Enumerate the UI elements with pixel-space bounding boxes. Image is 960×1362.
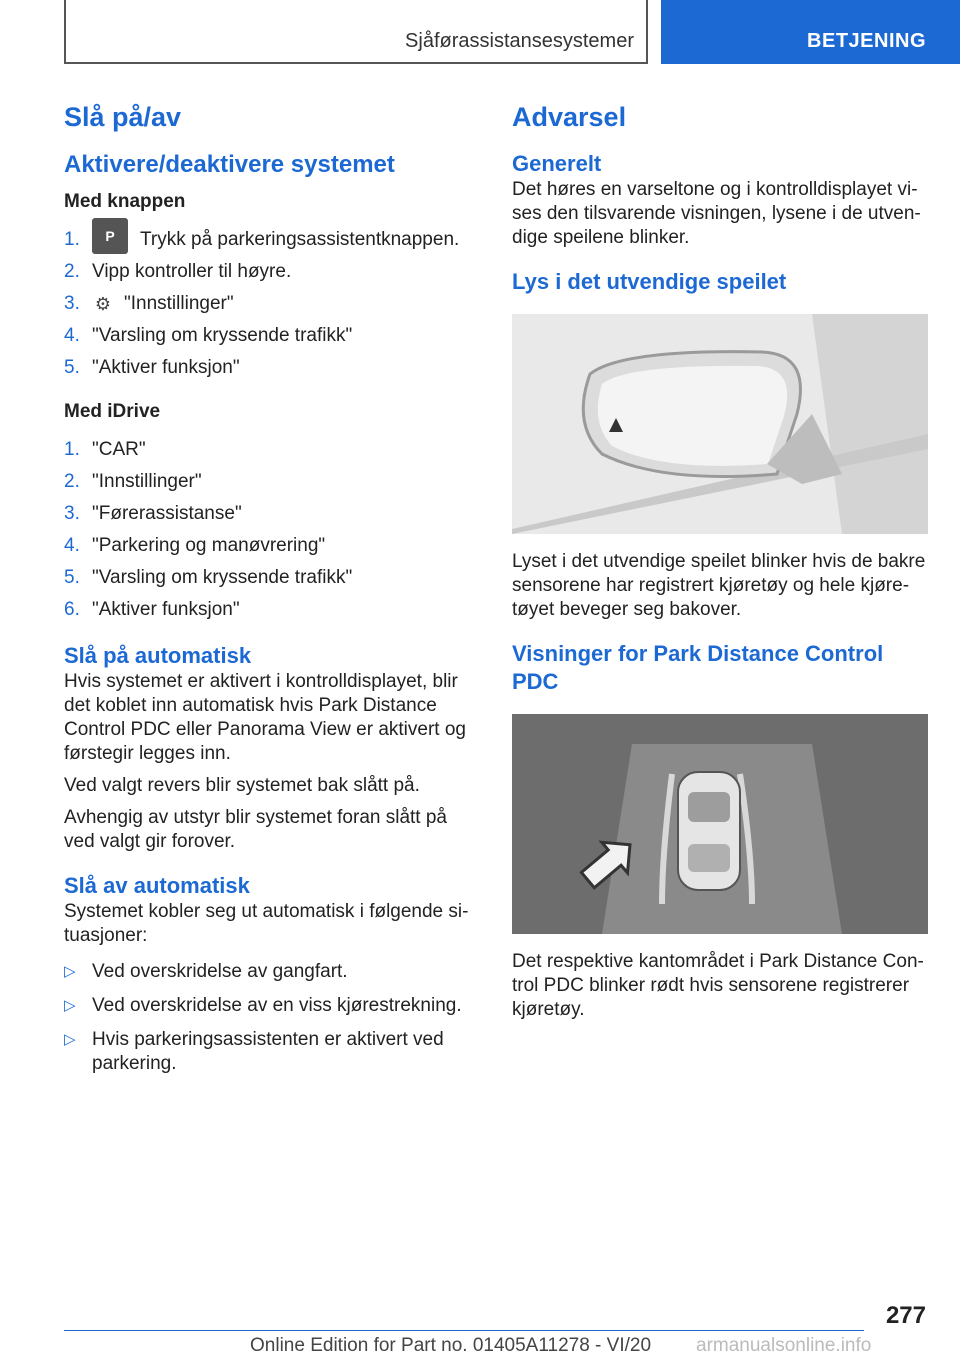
step-number: 1. [64,229,80,250]
list-item [64,530,480,562]
mirror-caption: Lyset i det utvendige speilet blinker hvis de bakre sensorene har registrert kjøretøy og hele kjøre-tøyet beveger seg bakover. [512,551,926,620]
heading-mirror-light: Lys i det utvendige speilet [512,269,787,294]
triangle-bullet-icon: ▷ [64,1031,76,1048]
side-mirror-illustration [512,314,928,534]
step-number: 4. [64,535,80,556]
heading-pdc-views: Visninger for Park Distance Control PDC [512,641,884,694]
list-item [64,256,480,288]
list-item [64,320,480,352]
list-item [64,466,480,498]
edition-footer: Online Edition for Part no. 01405A11278 - VI/20 [250,1335,652,1356]
list-item [64,960,480,984]
step-number: 3. [64,293,80,314]
heading-auto-on: Slå på automatisk [64,643,252,668]
auto-off-bullets [64,960,480,1076]
bullet-text: Ved overskridelse av gangfart. [92,961,348,982]
list-item [64,994,480,1018]
subheading-with-idrive: Med iDrive [64,401,161,422]
tab-betjening[interactable]: BETJENING [661,0,960,64]
step-text: "Varsling om kryssende trafikk" [92,567,353,588]
step-text: "CAR" [92,439,146,460]
watermark: armanualsonline.info [696,1335,872,1356]
step-text: "Parkering og manøvrering" [92,535,326,556]
heading-general: Generelt [512,151,602,176]
list-item [64,1028,480,1076]
right-column [512,100,928,1030]
step-text: Vipp kontroller til høyre. [92,261,292,282]
bullet-text: Ved overskridelse av en viss kjørestrekning. [92,995,462,1016]
parking-assistant-button-icon: P [92,218,128,254]
list-item [64,562,480,594]
pdc-display-illustration [512,714,928,934]
button-steps-list [64,224,480,384]
list-item [64,594,480,626]
section-title: Sjåførassistansesystemer [405,30,634,52]
heading-turn-on-off: Slå på/av [64,102,182,132]
step-text: "Innstillinger" [124,293,234,314]
step-text: "Førerassistanse" [92,503,242,524]
paragraph: Systemet kobler seg ut automatisk i følgende si-tuasjoner: [64,901,469,946]
step-number: 6. [64,599,80,620]
step-number: 2. [64,261,80,282]
paragraph: Det høres en varseltone og i kontrolldisplayet vi-ses den tilsvarende visningen, lysene i de utven-dige speilene blinker. [512,179,921,248]
step-text: "Aktiver funksjon" [92,599,240,620]
step-number: 5. [64,357,80,378]
left-column [64,100,480,1086]
heading-warning: Advarsel [512,102,627,132]
step-number: 3. [64,503,80,524]
paragraph: Avhengig av utstyr blir systemet foran slått på ved valgt gir forover. [64,807,447,852]
paragraph: Hvis systemet er aktivert i kontrolldisplayet, blir det koblet inn automatisk hvis Park Distance Control PDC eller Panorama View er aktivert og førstegir legges inn. [64,671,466,764]
bullet-text: Hvis parkeringsassistenten er aktivert ved parkering. [92,1029,444,1074]
step-number: 2. [64,471,80,492]
list-item [64,434,480,466]
list-item [64,498,480,530]
step-number: 1. [64,439,80,460]
pdc-caption: Det respektive kantområdet i Park Distance Con-trol PDC blinker rødt hvis sensorene registrerer kjøretøy. [512,951,924,1020]
list-item [64,352,480,384]
idrive-steps-list [64,434,480,626]
list-item [64,224,480,256]
step-number: 5. [64,567,80,588]
heading-activate-system: Aktivere/deaktivere systemet [64,151,395,178]
page-number: 277 [885,1302,926,1329]
subheading-with-button: Med knappen [64,191,186,212]
step-text: "Innstillinger" [92,471,202,492]
step-text: Trykk på parkeringsassistentknappen. [140,229,460,250]
footer-divider [64,1330,864,1331]
step-text: "Varsling om kryssende trafikk" [92,325,353,346]
step-text: "Aktiver funksjon" [92,357,240,378]
paragraph: Ved valgt revers blir systemet bak slått på. [64,775,420,796]
step-number: 4. [64,325,80,346]
triangle-bullet-icon: ▷ [64,997,76,1014]
triangle-bullet-icon: ▷ [64,963,76,980]
heading-auto-off: Slå av automatisk [64,873,250,898]
settings-gear-icon: ⚙ [94,294,112,314]
list-item [64,288,480,320]
